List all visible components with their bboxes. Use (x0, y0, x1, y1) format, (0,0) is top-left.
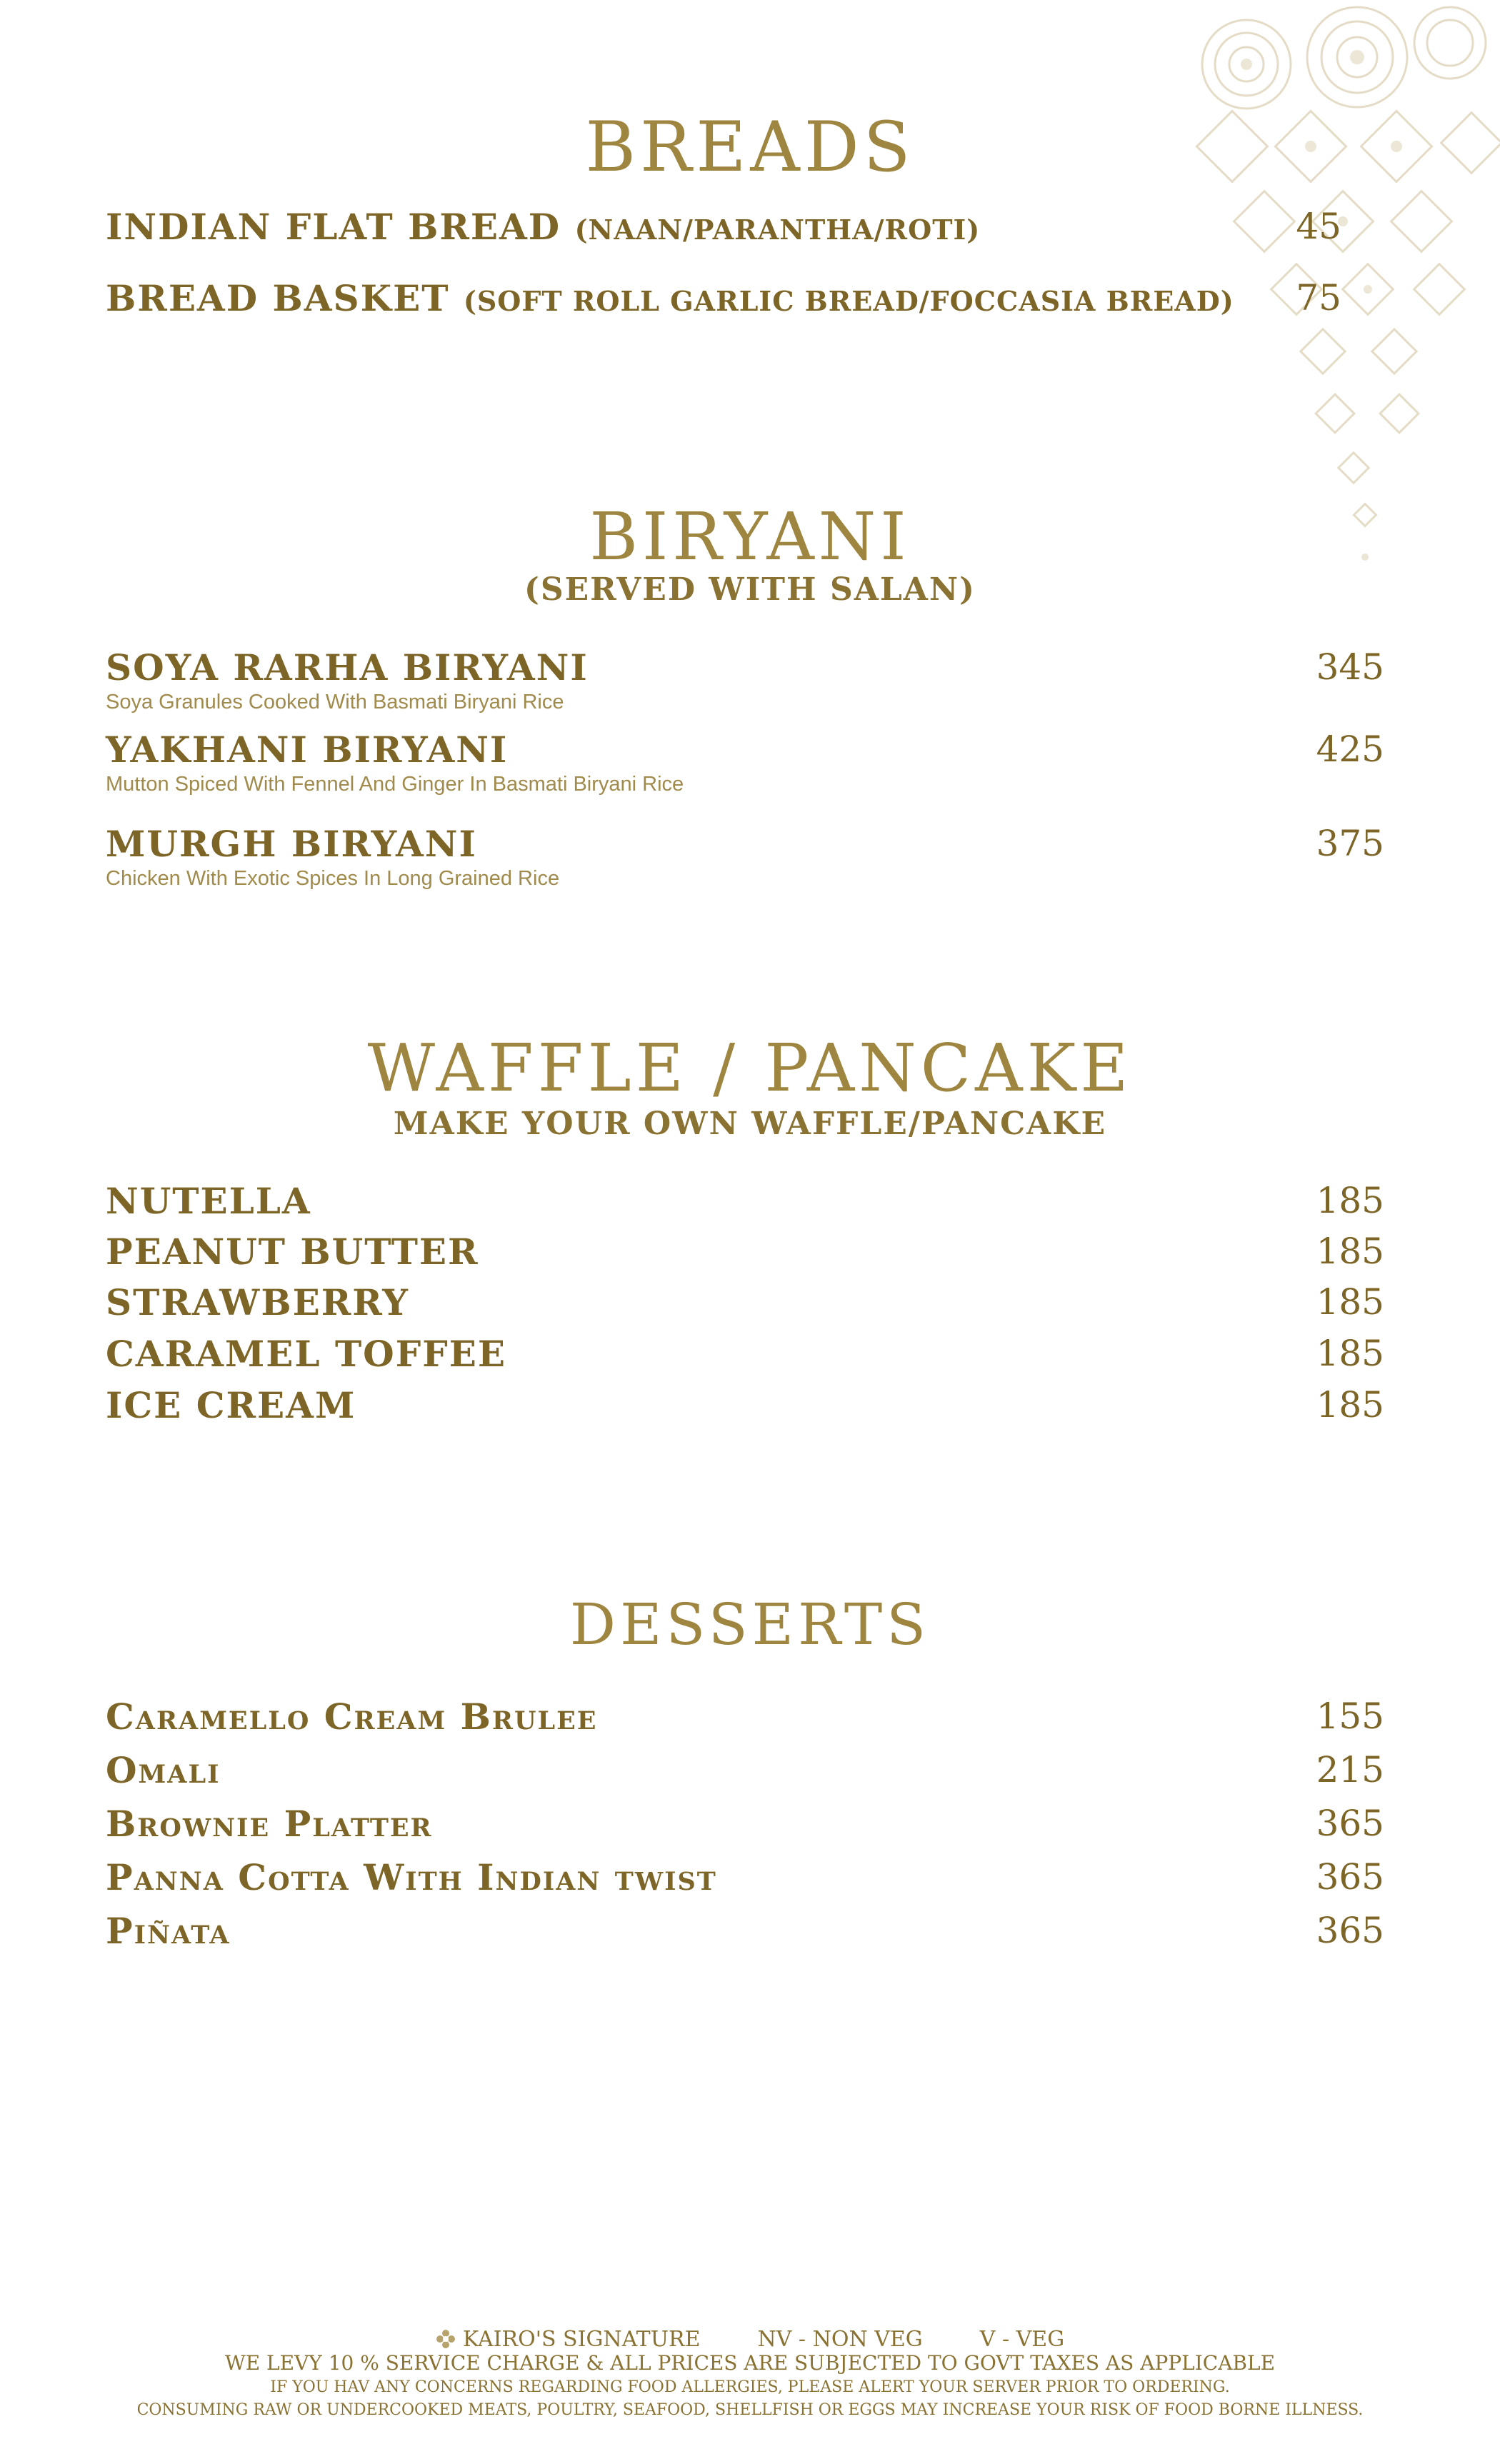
item-price: 185 (1316, 1333, 1384, 1374)
allergy-notice: IF YOU HAV ANY CONCERNS REGARDING FOOD ALLERGIES, PLEASE ALERT YOUR SERVER PRIOR TO ORDERING. (270, 2378, 1230, 2396)
legend-veg: V - VEG (979, 2327, 1065, 2352)
item-note: (NAAN/PARANTHA/ROTI) (574, 214, 981, 246)
menu-item-soya-rarha-biryani (106, 646, 1384, 713)
item-note: (SOFT ROLL GARLIC BREAD/FOCCASIA BREAD) (463, 285, 1234, 317)
menu-item-murgh-biryani (106, 823, 1384, 890)
item-name: PEANUT BUTTER (106, 1231, 479, 1273)
menu-item-brownie-platter (106, 1803, 1384, 1860)
item-name: SOYA RARHA BIRYANI (106, 646, 589, 688)
item-name: MURGH BIRYANI (106, 823, 477, 865)
waffle-subtitle: MAKE YOUR OWN WAFFLE/PANCAKE (393, 1106, 1107, 1142)
item-price: 45 (1296, 206, 1341, 247)
item-price: 345 (1316, 646, 1384, 688)
item-price: 185 (1316, 1180, 1384, 1221)
item-price: 375 (1316, 823, 1384, 864)
menu-item-panna-cotta (106, 1856, 1384, 1913)
legend-signature: KAIRO'S SIGNATURE (462, 2327, 701, 2352)
item-name: BREAD BASKET (SOFT ROLL GARLIC BREAD/FOCCASIA BREAD) (106, 277, 1234, 319)
item-price: 185 (1316, 1231, 1384, 1272)
menu-item-peanut-butter (106, 1231, 1384, 1288)
biryani-title: BIRYANI (589, 499, 911, 575)
item-price: 185 (1316, 1384, 1384, 1426)
menu-item-nutella (106, 1180, 1384, 1237)
item-name: Brownie Platter (106, 1803, 433, 1845)
item-description: Mutton Spiced With Fennel And Ginger In Basmati Biryani Rice (106, 773, 684, 796)
menu-item-strawberry (106, 1281, 1384, 1338)
menu-item-bread-basket (106, 277, 1384, 334)
item-name: NUTELLA (106, 1180, 311, 1222)
item-price: 365 (1316, 1803, 1384, 1844)
item-price: 365 (1316, 1856, 1384, 1898)
menu-item-indian-flat-bread (106, 206, 1384, 263)
menu-item-caramello-cream-brulee (106, 1696, 1384, 1753)
item-price: 185 (1316, 1281, 1384, 1323)
signature-flower-icon (436, 2329, 456, 2349)
item-price: 365 (1316, 1910, 1384, 1951)
desserts-title: DESSERTS (569, 1591, 931, 1658)
menu-item-caramel-toffee (106, 1333, 1384, 1390)
item-price: 215 (1316, 1749, 1384, 1791)
footer-legend (0, 2327, 1500, 2352)
biryani-subtitle: (SERVED WITH SALAN) (524, 571, 976, 608)
service-charge-notice: WE LEVY 10 % SERVICE CHARGE & ALL PRICES ARE SUBJECTED TO GOVT TAXES AS APPLICABLE (224, 2351, 1276, 2375)
menu-item-ice-cream (106, 1384, 1384, 1441)
item-price: 155 (1316, 1696, 1384, 1737)
item-description: Chicken With Exotic Spices In Long Grained Rice (106, 867, 560, 890)
legend-nonveg: NV - NON VEG (757, 2327, 923, 2352)
menu-item-omali (106, 1749, 1384, 1806)
item-name: Panna Cotta With Indian twist (106, 1856, 717, 1898)
item-name: Omali (106, 1749, 221, 1791)
item-name: INDIAN FLAT BREAD (NAAN/PARANTHA/ROTI) (106, 206, 981, 248)
menu-item-yakhani-biryani (106, 728, 1384, 796)
item-name: STRAWBERRY (106, 1281, 409, 1323)
item-name: ICE CREAM (106, 1384, 356, 1426)
item-name: CARAMEL TOFFEE (106, 1333, 506, 1375)
menu-item-pinata (106, 1910, 1384, 1967)
waffle-title: WAFFLE / PANCAKE (367, 1030, 1133, 1106)
item-name: YAKHANI BIRYANI (106, 728, 509, 771)
breads-title: BREADS (585, 107, 915, 187)
item-description: Soya Granules Cooked With Basmati Biryani Rice (106, 691, 564, 713)
item-price: 425 (1316, 728, 1384, 770)
item-price: 75 (1296, 277, 1341, 319)
consumption-notice: CONSUMING RAW OR UNDERCOOKED MEATS, POULTRY, SEAFOOD, SHELLFISH OR EGGS MAY INCREASE YOUR RISK OF FOOD BORNE ILLNESS. (136, 2401, 1364, 2419)
item-name: Caramello Cream Brulee (106, 1696, 598, 1738)
item-name: Piñata (106, 1910, 231, 1952)
